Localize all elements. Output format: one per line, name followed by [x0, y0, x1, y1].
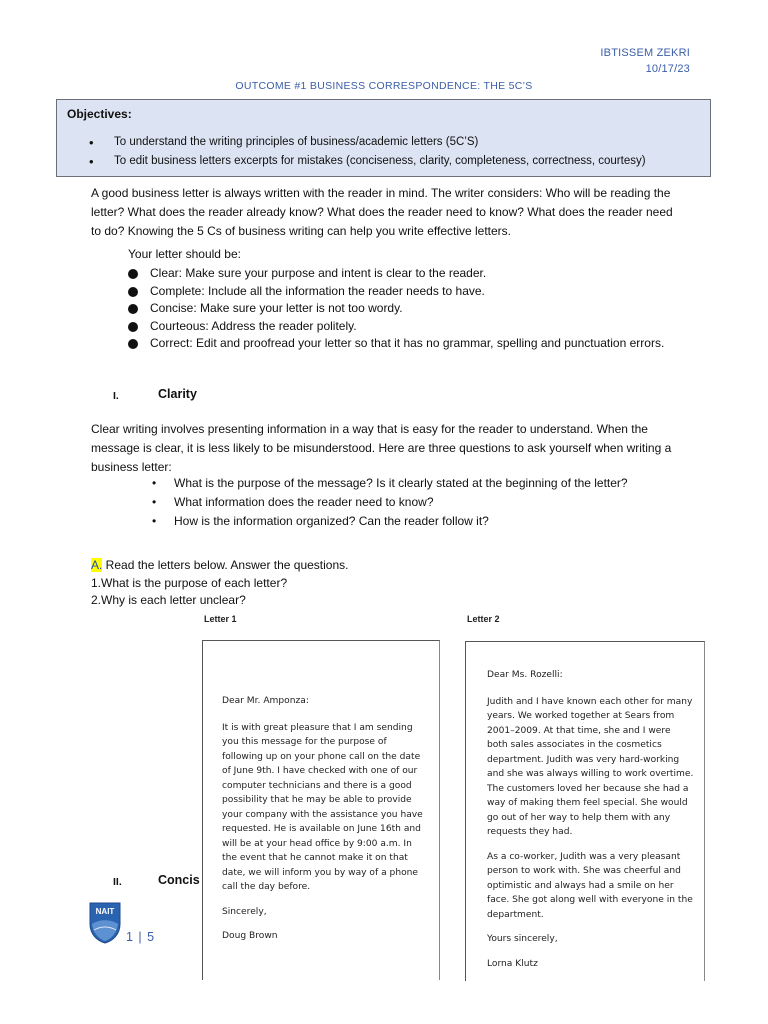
task-a [91, 557, 349, 610]
criteria-item [128, 283, 688, 301]
criteria-text: Correct: Edit and proofread your letter so that it has no grammar, spelling and punctuation errors. [150, 336, 665, 350]
bullet-icon [128, 304, 138, 314]
section-title: Concis [158, 873, 200, 887]
task-question: 2.Why is each letter unclear? [91, 593, 246, 607]
objective-item: • To understand the writing principles of business/academic letters (5C’S) [67, 133, 700, 152]
letter-body: As a co-worker, Judith was a very pleasant person to work with. She was cheerful and optimistic and always had a smile on her face. She got along well with everyone in the department. [487, 851, 693, 920]
section-number: I. [113, 390, 119, 402]
letter-closing: Yours sincerely, [487, 934, 558, 944]
task-instruction: Read the letters below. Answer the questions. [102, 558, 349, 572]
document-date: 10/17/23 [645, 63, 690, 75]
objectives-box [56, 99, 711, 177]
criteria-text: Complete: Include all the information the reader needs to have. [150, 283, 485, 298]
objectives-heading: Objectives: [67, 107, 132, 121]
criteria-item [128, 300, 688, 318]
task-marker: A. [91, 558, 103, 572]
question-item: • How is the information organized? Can the reader follow it? [152, 512, 628, 531]
page-number: 1 | 5 [126, 930, 156, 944]
letter-signature: Lorna Klutz [487, 958, 538, 969]
document-title: OUTCOME #1 BUSINESS CORRESPONDENCE: THE 5C’S [235, 80, 533, 92]
criteria-list [128, 265, 688, 353]
letter-1-image [202, 640, 440, 980]
criteria-item [128, 318, 688, 336]
intro-paragraph: A good business letter is always written with the reader in mind. The writer considers: Who will be reading the letter? What does the reader already know? What does the reader need to know? What does the reader need to do? Knowing the 5 Cs of business writing can help you write effective letters. [91, 186, 673, 238]
clarity-questions [152, 474, 628, 531]
bullet-icon [128, 322, 138, 332]
bullet-icon [128, 269, 138, 279]
author-name: IBTISSEM ZEKRI [600, 47, 690, 59]
criteria-item [128, 335, 688, 353]
section-number: II. [113, 876, 122, 888]
letter-2-label: Letter 2 [467, 614, 500, 624]
letter-signature: Doug Brown [222, 931, 278, 941]
letter-greeting: Dear Ms. Rozelli: [487, 670, 563, 680]
letter-1-label: Letter 1 [204, 614, 237, 624]
nait-logo [89, 902, 121, 944]
criteria-intro: Your letter should be: [128, 247, 241, 261]
bullet-icon [128, 287, 138, 297]
letter-greeting: Dear Mr. Amponza: [222, 696, 309, 706]
document-header [600, 45, 690, 77]
objective-item: • To edit business letters excerpts for mistakes (conciseness, clarity, completeness, correctness, courtesy) [67, 152, 700, 171]
criteria-item [128, 265, 688, 283]
letter-2-image [465, 641, 705, 981]
bullet-icon [128, 339, 138, 349]
clarity-paragraph: Clear writing involves presenting information in a way that is easy for the reader to understand. When the message is clear, it is less likely to be misunderstood. Here are three questions to ask yourself when writing a business letter: [91, 422, 672, 474]
letter-closing: Sincerely, [222, 906, 267, 917]
letter-body: It is with great pleasure that I am sending you this message for the purpose of following up on your phone call on the date of June 9th. I have checked with one of our computer technicians and there is a good possibility that he may be able to provide your company with the assistance you have requested. He is available on June 16th and will be at your head office by 9:00 a.m. In the event that he cannot make it on that date, we will inform you by way of a phone call the day before. [222, 722, 423, 892]
letter-body: Judith and I have known each other for many years. We worked together at Sears from 2001–2009. At that time, she and I were both sales associates in the cosmetics department. Judith was very hard-working and she was always willing to work overtime. The customers loved her because she had a way of making them feel special. She would go out of her way to help them with any requests they had. [487, 696, 694, 837]
task-question: 1.What is the purpose of each letter? [91, 575, 288, 590]
question-item: • What is the purpose of the message? Is it clearly stated at the beginning of the letter? [152, 474, 628, 493]
question-item: • What information does the reader need to know? [152, 493, 628, 512]
logo-text: NAIT [95, 907, 115, 916]
criteria-text: Clear: Make sure your purpose and intent is clear to the reader. [150, 266, 487, 280]
criteria-text: Concise: Make sure your letter is not too wordy. [150, 301, 403, 315]
section-title: Clarity [158, 387, 197, 401]
criteria-text: Courteous: Address the reader politely. [150, 318, 357, 333]
